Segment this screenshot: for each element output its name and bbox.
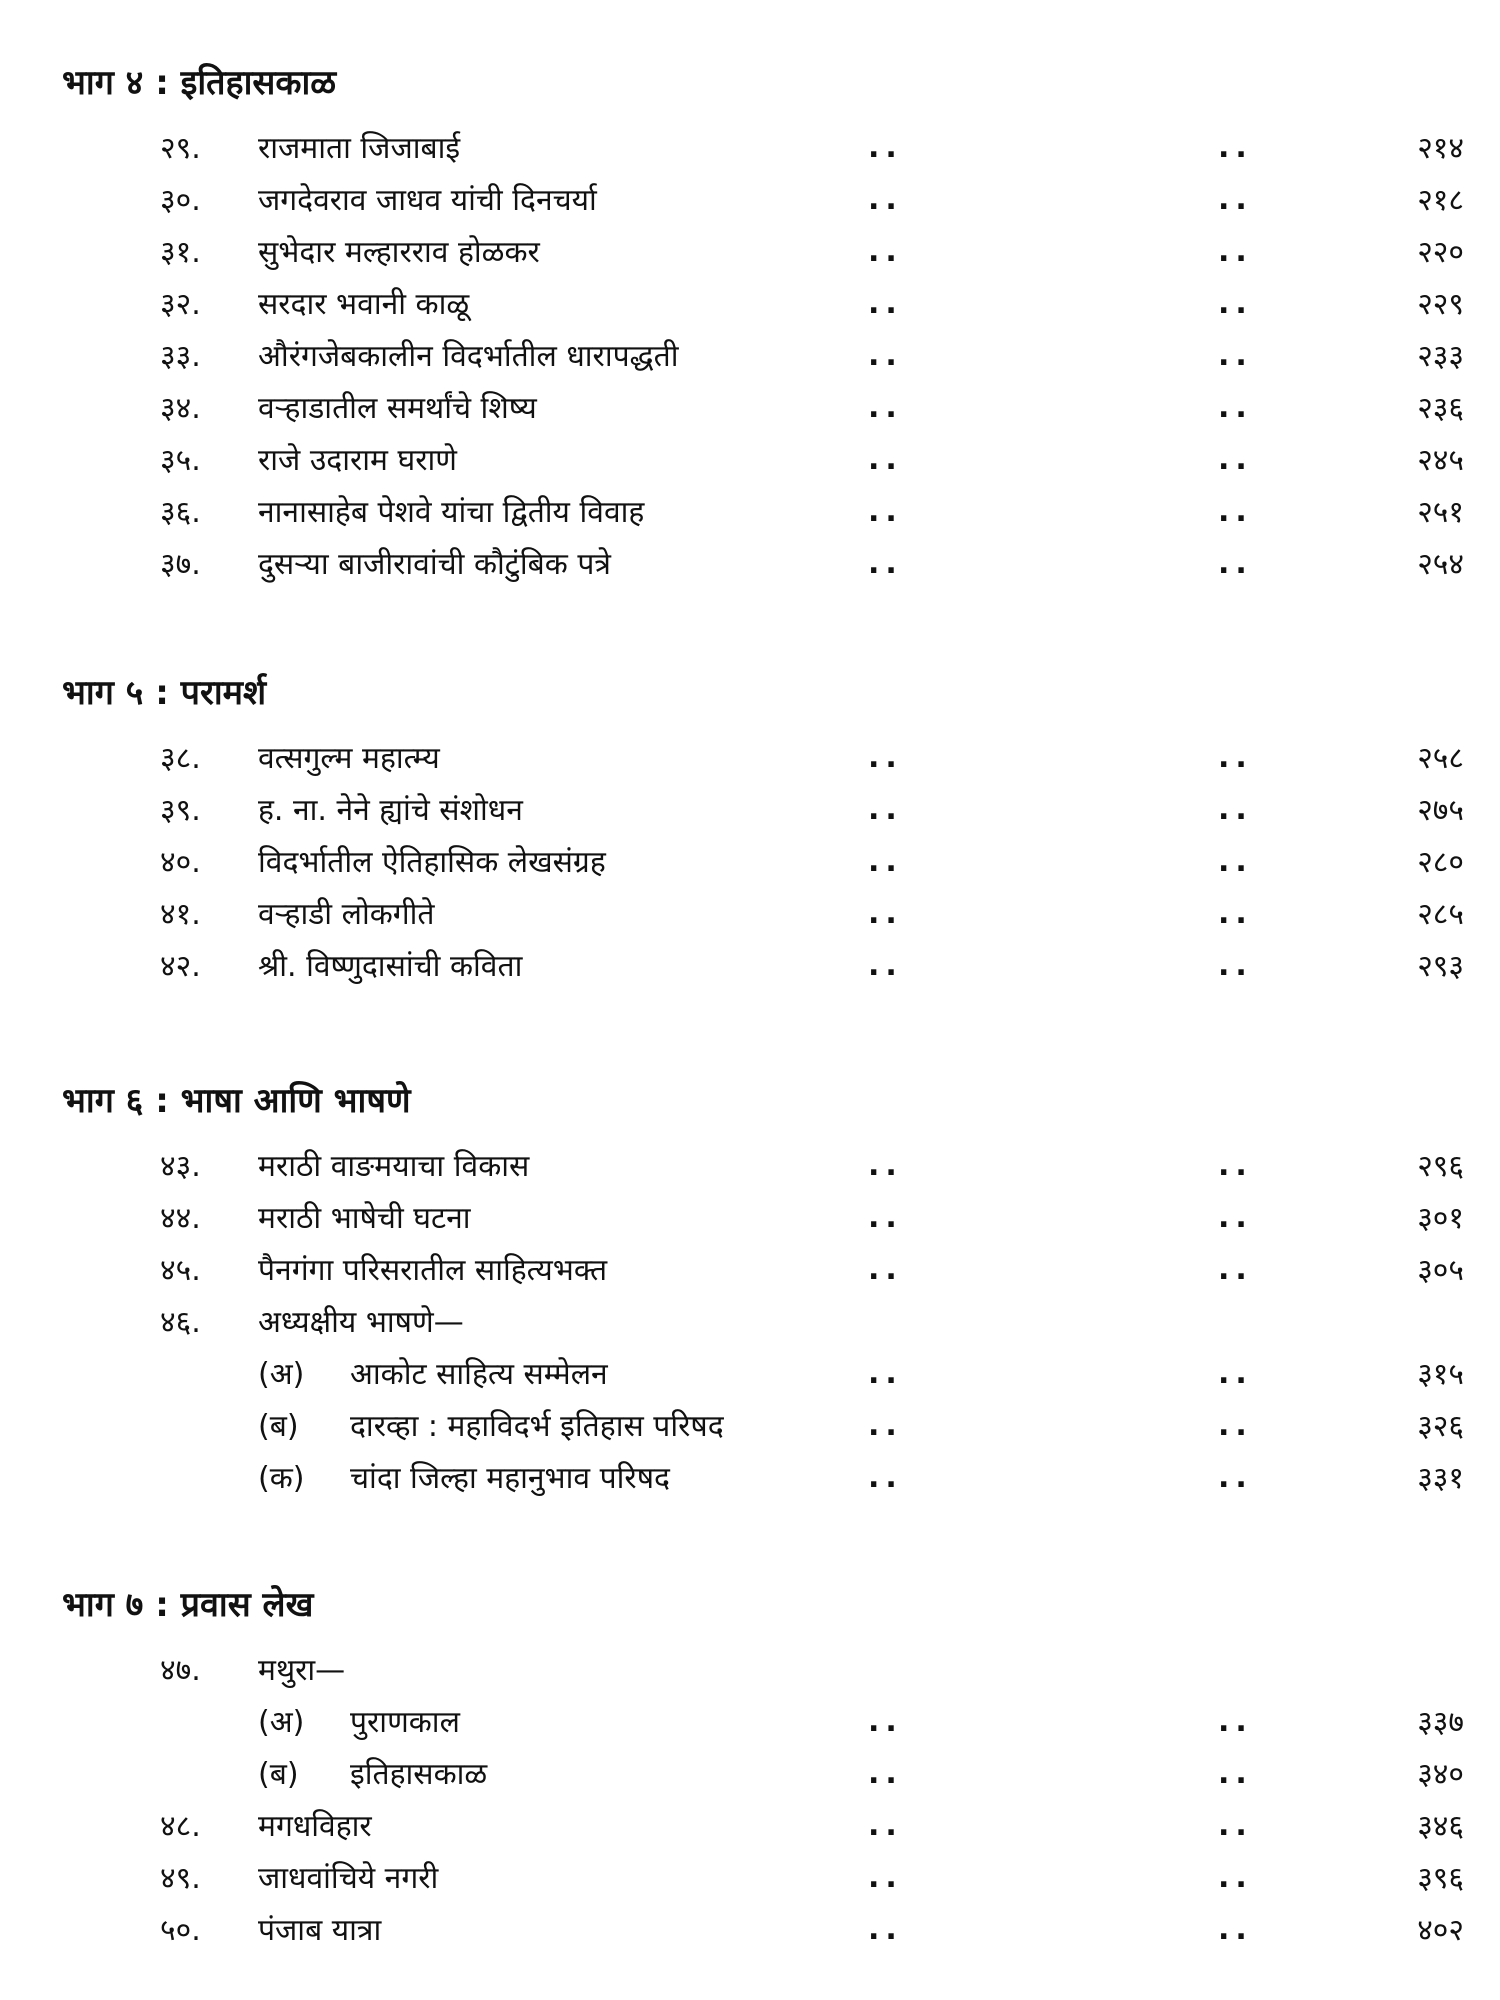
page-number: ३३७ <box>1417 1705 1464 1740</box>
leader-dots: .. <box>868 948 903 983</box>
leader-dots: .. <box>1218 1356 1253 1391</box>
leader-dots: .. <box>1218 338 1253 373</box>
entry-title: दुसऱ्या बाजीरावांची कौटुंबिक पत्रे <box>258 547 611 582</box>
entry-title: सरदार भवानी काळू <box>258 287 470 322</box>
toc-entry[interactable] <box>0 1144 1500 1196</box>
toc-subentry[interactable] <box>0 1752 1500 1804</box>
leader-dots: .. <box>868 896 903 931</box>
leader-dots: .. <box>868 1460 903 1495</box>
entry-number: ४१. <box>160 897 201 932</box>
leader-dots: .. <box>1218 546 1253 581</box>
leader-dots: .. <box>868 1860 903 1895</box>
toc-subentry[interactable] <box>0 1404 1500 1456</box>
leader-dots: .. <box>868 182 903 217</box>
entry-title: राजे उदाराम घराणे <box>258 443 457 478</box>
section-heading: भाग ६ : भाषा आणि भाषणे <box>62 1081 411 1121</box>
subentry-title: दारव्हा : महाविदर्भ इतिहास परिषद <box>350 1409 724 1444</box>
page-number: ४०२ <box>1417 1913 1464 1948</box>
page-number: ३१५ <box>1417 1357 1464 1392</box>
leader-dots: .. <box>1218 1252 1253 1287</box>
leader-dots: .. <box>868 1252 903 1287</box>
entry-number: ४८. <box>160 1809 201 1844</box>
entry-number: ४३. <box>160 1149 201 1184</box>
subentry-label: (ब) <box>258 1757 299 1792</box>
page-number: २३६ <box>1417 391 1464 426</box>
toc-subentry[interactable] <box>0 1352 1500 1404</box>
entry-title: मगधविहार <box>258 1809 372 1844</box>
toc-entry[interactable] <box>0 1804 1500 1856</box>
leader-dots: .. <box>868 546 903 581</box>
leader-dots: .. <box>868 1356 903 1391</box>
entry-title: श्री. विष्णुदासांची कविता <box>258 949 523 984</box>
leader-dots: .. <box>1218 1200 1253 1235</box>
toc-entry[interactable] <box>0 736 1500 788</box>
toc-entry[interactable] <box>0 126 1500 178</box>
leader-dots: .. <box>868 494 903 529</box>
subentry-label: (अ) <box>258 1705 305 1740</box>
leader-dots: .. <box>1218 182 1253 217</box>
leader-dots: .. <box>868 1912 903 1947</box>
entry-title: मराठी वाङमयाचा विकास <box>258 1149 530 1184</box>
page-number: २९६ <box>1417 1149 1464 1184</box>
entry-title <box>258 1352 608 1393</box>
entry-title <box>258 1404 724 1445</box>
section-heading: भाग ४ : इतिहासकाळ <box>62 63 337 103</box>
entry-title: मथुरा— <box>258 1653 346 1688</box>
toc-entry[interactable] <box>0 386 1500 438</box>
leader-dots: .. <box>1218 494 1253 529</box>
entry-number: ५०. <box>160 1913 201 1948</box>
page-number: २५४ <box>1417 547 1464 582</box>
entry-number: ४९. <box>160 1861 201 1896</box>
entry-number: २९. <box>160 131 201 166</box>
leader-dots: .. <box>1218 1148 1253 1183</box>
leader-dots: .. <box>1218 1808 1253 1843</box>
leader-dots: .. <box>1218 1912 1253 1947</box>
leader-dots: .. <box>868 130 903 165</box>
toc-entry[interactable] <box>0 1196 1500 1248</box>
page-number: २८५ <box>1417 897 1464 932</box>
subentry-title: पुराणकाल <box>350 1705 460 1740</box>
entry-title: पंजाब यात्रा <box>258 1913 382 1948</box>
entry-number: ३७. <box>160 547 201 582</box>
entry-title <box>258 1700 460 1741</box>
leader-dots: .. <box>1218 948 1253 983</box>
page-number: २८० <box>1417 845 1464 880</box>
entry-title <box>258 1456 670 1497</box>
page-number: २७५ <box>1417 793 1464 828</box>
subentry-label: (ब) <box>258 1409 299 1444</box>
toc-subentry[interactable] <box>0 1700 1500 1752</box>
leader-dots: .. <box>1218 234 1253 269</box>
toc-entry[interactable] <box>0 542 1500 594</box>
entry-title: पैनगंगा परिसरातील साहित्यभक्त <box>258 1253 608 1288</box>
entry-title: वत्सगुल्म महात्म्य <box>258 741 440 776</box>
toc-subentry[interactable] <box>0 1456 1500 1508</box>
leader-dots: .. <box>868 390 903 425</box>
leader-dots: .. <box>868 234 903 269</box>
entry-title: मराठी भाषेची घटना <box>258 1201 471 1236</box>
leader-dots: .. <box>1218 1756 1253 1791</box>
page-number: २५१ <box>1417 495 1464 530</box>
entry-number: ३३. <box>160 339 201 374</box>
subentry-title: इतिहासकाळ <box>350 1757 488 1792</box>
section-heading: भाग ७ : प्रवास लेख <box>62 1585 314 1625</box>
toc-entry[interactable] <box>0 334 1500 386</box>
entry-title: वऱ्हाडातील समर्थांचे शिष्य <box>258 391 537 426</box>
page-number: ३४० <box>1417 1757 1464 1792</box>
entry-number: ३८. <box>160 741 201 776</box>
toc-entry[interactable] <box>0 840 1500 892</box>
toc-entry[interactable] <box>0 1908 1500 1960</box>
entry-number: ४५. <box>160 1253 201 1288</box>
leader-dots: .. <box>1218 390 1253 425</box>
leader-dots: .. <box>868 1148 903 1183</box>
entry-title: जाधवांचिये नगरी <box>258 1861 439 1896</box>
leader-dots: .. <box>868 286 903 321</box>
page-number: ३४६ <box>1417 1809 1464 1844</box>
entry-number: ४२. <box>160 949 201 984</box>
page-number: २२९ <box>1417 287 1464 322</box>
toc-entry[interactable] <box>0 178 1500 230</box>
page-number: ३०१ <box>1417 1201 1464 1236</box>
leader-dots: .. <box>868 844 903 879</box>
page-number: २४५ <box>1417 443 1464 478</box>
leader-dots: .. <box>1218 1860 1253 1895</box>
entry-title: ह. ना. नेने ह्यांचे संशोधन <box>258 793 523 828</box>
entry-title: अध्यक्षीय भाषणे— <box>258 1305 464 1340</box>
entry-title: जगदेवराव जाधव यांची दिनचर्या <box>258 183 597 218</box>
entry-number: ३४. <box>160 391 201 426</box>
leader-dots: .. <box>868 740 903 775</box>
toc-entry[interactable] <box>0 1648 1500 1700</box>
page-number: ३३१ <box>1417 1461 1464 1496</box>
entry-number: ३५. <box>160 443 201 478</box>
toc-entry[interactable] <box>0 892 1500 944</box>
leader-dots: .. <box>1218 740 1253 775</box>
leader-dots: .. <box>1218 792 1253 827</box>
entry-title: विदर्भातील ऐतिहासिक लेखसंग्रह <box>258 845 606 880</box>
toc-entry[interactable] <box>0 282 1500 334</box>
leader-dots: .. <box>868 792 903 827</box>
entry-number: ३०. <box>160 183 201 218</box>
entry-title: नानासाहेब पेशवे यांचा द्वितीय विवाह <box>258 495 645 530</box>
toc-entry[interactable] <box>0 944 1500 996</box>
leader-dots: .. <box>868 442 903 477</box>
subentry-title: चांदा जिल्हा महानुभाव परिषद <box>350 1461 670 1496</box>
page-number: ३२६ <box>1417 1409 1464 1444</box>
leader-dots: .. <box>1218 442 1253 477</box>
entry-number: ४४. <box>160 1201 201 1236</box>
leader-dots: .. <box>1218 1460 1253 1495</box>
leader-dots: .. <box>1218 1704 1253 1739</box>
leader-dots: .. <box>868 1200 903 1235</box>
entry-title: वऱ्हाडी लोकगीते <box>258 897 435 932</box>
toc-entry[interactable] <box>0 788 1500 840</box>
leader-dots: .. <box>868 338 903 373</box>
leader-dots: .. <box>868 1808 903 1843</box>
page-number: २१८ <box>1417 183 1464 218</box>
page-number: २३३ <box>1417 339 1464 374</box>
entry-title: राजमाता जिजाबाई <box>258 131 461 166</box>
leader-dots: .. <box>868 1704 903 1739</box>
subentry-title: आकोट साहित्य सम्मेलन <box>350 1357 608 1392</box>
toc-entry[interactable] <box>0 1248 1500 1300</box>
entry-number: ३१. <box>160 235 201 270</box>
leader-dots: .. <box>868 1408 903 1443</box>
entry-number: ३९. <box>160 793 201 828</box>
page-number: ३९६ <box>1417 1861 1464 1896</box>
page-number: २१४ <box>1417 131 1464 166</box>
subentry-label: (अ) <box>258 1357 305 1392</box>
entry-number: ४६. <box>160 1305 201 1340</box>
toc-entry[interactable] <box>0 438 1500 490</box>
page-number: २२० <box>1417 235 1464 270</box>
entry-number: ३२. <box>160 287 201 322</box>
page-number: २५८ <box>1417 741 1464 776</box>
entry-number: ३६. <box>160 495 201 530</box>
toc-entry[interactable] <box>0 230 1500 282</box>
entry-title: सुभेदार मल्हारराव होळकर <box>258 235 540 270</box>
section-heading: भाग ५ : परामर्श <box>62 673 267 713</box>
subentry-label: (क) <box>258 1461 305 1496</box>
entry-title: औरंगजेबकालीन विदर्भातील धारापद्धती <box>258 339 679 374</box>
toc-entry[interactable] <box>0 1300 1500 1352</box>
entry-number: ४७. <box>160 1653 201 1688</box>
toc-entry[interactable] <box>0 1856 1500 1908</box>
toc-entry[interactable] <box>0 490 1500 542</box>
leader-dots: .. <box>1218 844 1253 879</box>
leader-dots: .. <box>868 1756 903 1791</box>
page-number: ३०५ <box>1417 1253 1464 1288</box>
entry-number: ४०. <box>160 845 201 880</box>
leader-dots: .. <box>1218 130 1253 165</box>
leader-dots: .. <box>1218 1408 1253 1443</box>
leader-dots: .. <box>1218 896 1253 931</box>
page-number: २९३ <box>1417 949 1464 984</box>
entry-title <box>258 1752 487 1793</box>
leader-dots: .. <box>1218 286 1253 321</box>
